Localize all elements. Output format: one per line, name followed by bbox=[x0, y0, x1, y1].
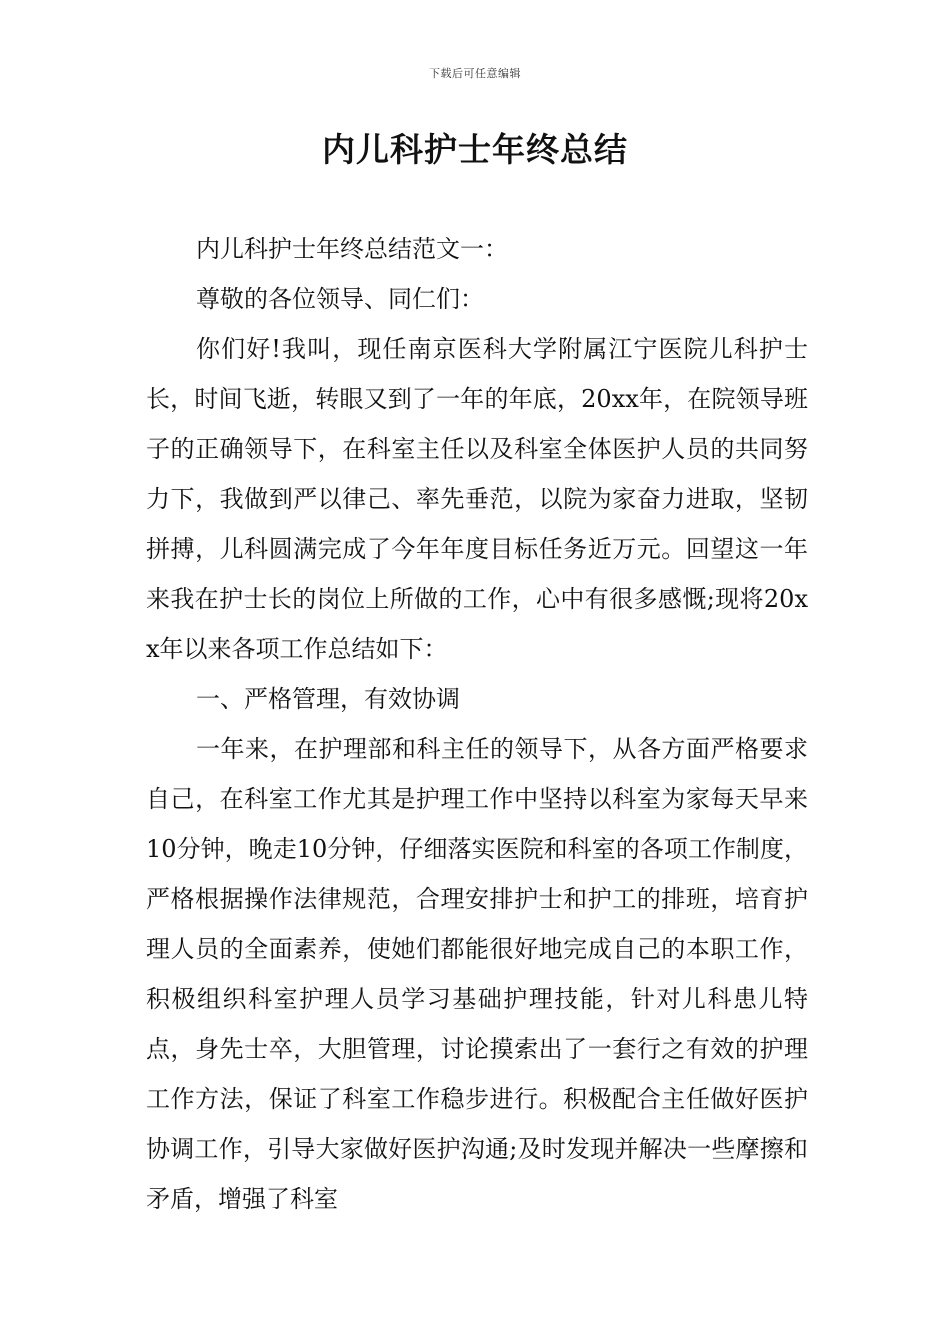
paragraph-intro: 内儿科护士年终总结范文一： bbox=[196, 235, 508, 263]
section-heading-1: 一、严格管理，有效协调 bbox=[196, 685, 460, 713]
paragraph-greeting: 你们好!我叫，现任南京医科大学附属江宁医院儿科护士长，时间飞逝，转眼又到了一年的年底，20xx年，在院领导班子的正确领导下，在科室主任以及科室全体医护人员的共同努力下，我做到严以律己、率先垂范，以院为家奋力进取，坚韧拼搏，儿科圆满完成了今年年度目标任务近万元。回望这一年来我在护士长的岗位上所做的工作，心中有很多感慨;现将20xx年以来各项工作总结如下： bbox=[146, 335, 808, 663]
paragraph-salutation: 尊敬的各位领导、同仁们： bbox=[196, 285, 484, 313]
document-body bbox=[146, 224, 808, 1224]
header-note: 下载后可任意编辑 bbox=[429, 67, 521, 80]
document-title: 内儿科护士年终总结 bbox=[322, 130, 628, 169]
paragraph-section-1: 一年来，在护理部和科主任的领导下，从各方面严格要求自己，在科室工作尤其是护理工作中坚持以科室为家每天早来10分钟，晚走10分钟，仔细落实医院和科室的各项工作制度，严格根据操作法律规范，合理安排护士和护工的排班，培育护理人员的全面素养，使她们都能很好地完成自己的本职工作，积极组织科室护理人员学习基础护理技能，针对儿科患儿特点，身先士卒，大胆管理，讨论摸索出了一套行之有效的护理工作方法，保证了科室工作稳步进行。积极配合主任做好医护协调工作，引导大家做好医护沟通;及时发现并解决一些摩擦和矛盾，增强了科室 bbox=[146, 735, 808, 1213]
